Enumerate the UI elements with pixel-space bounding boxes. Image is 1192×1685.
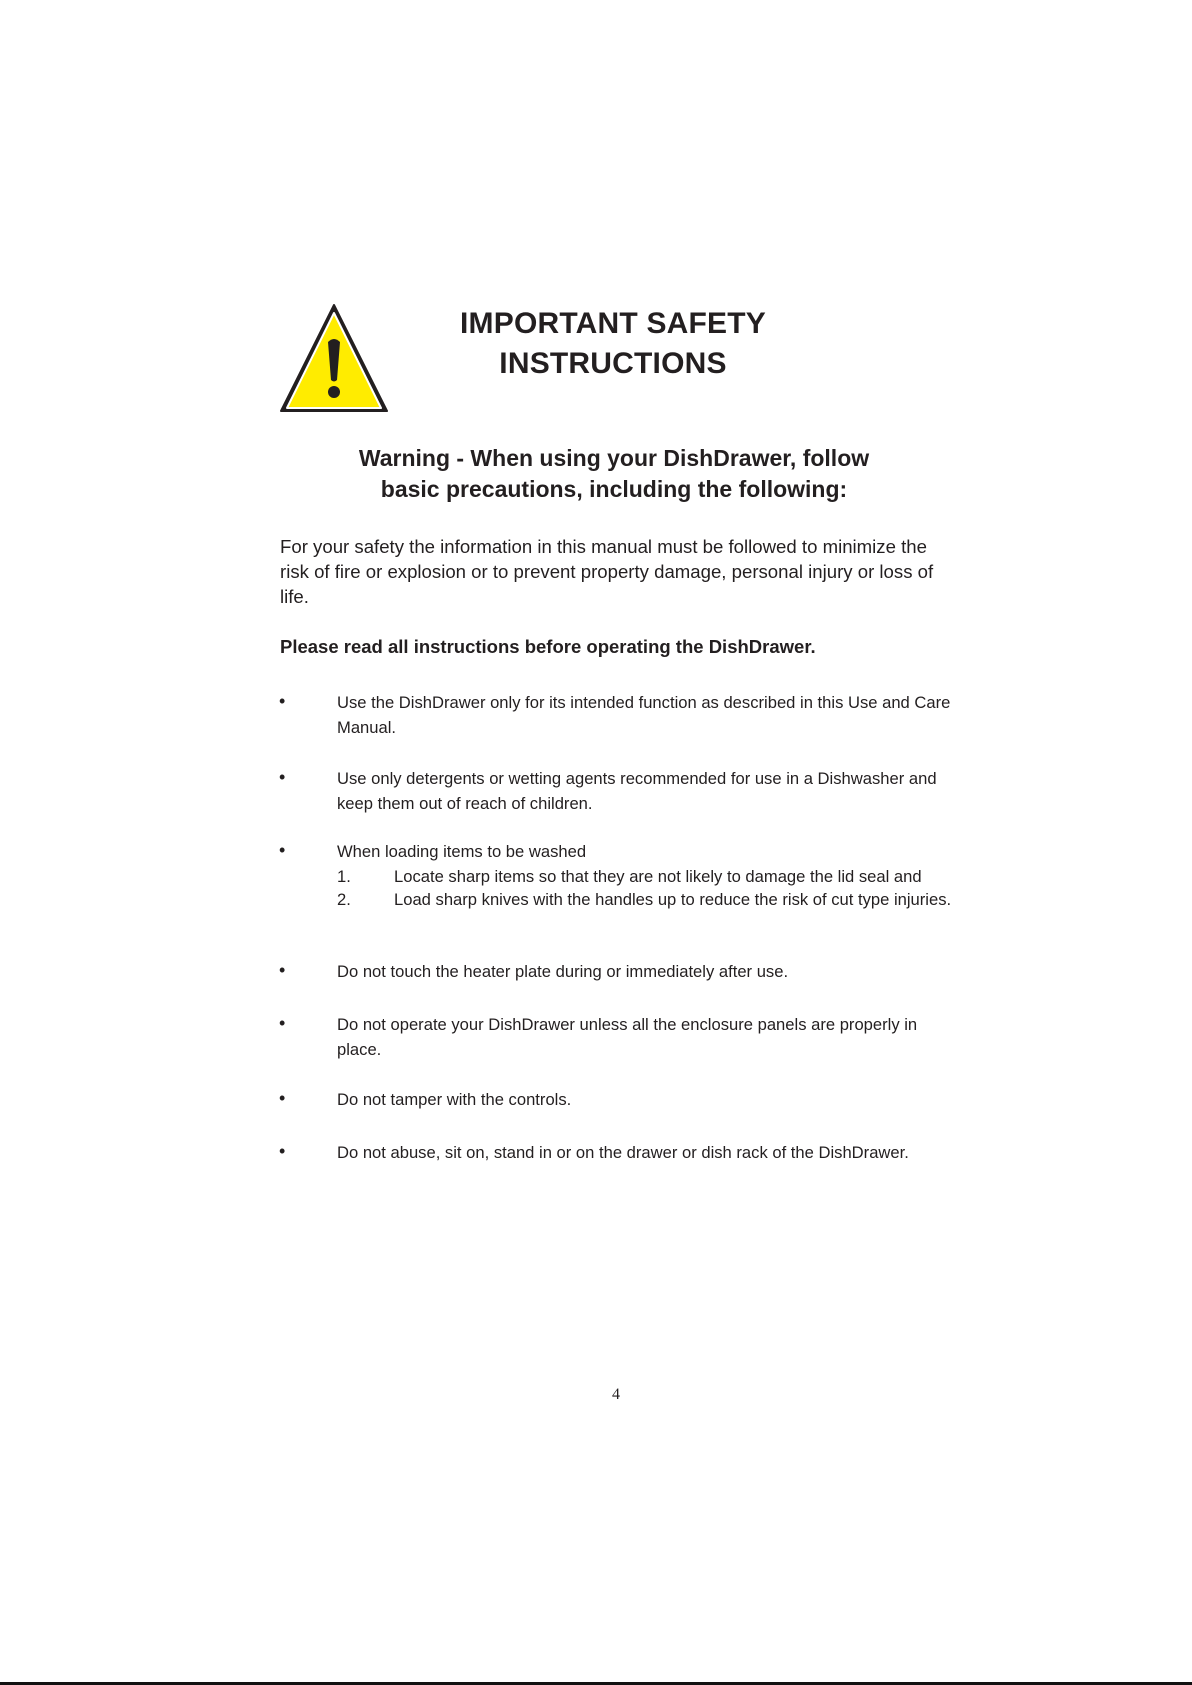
- item-text: Locate sharp items so that they are not likely to damage the lid seal and: [394, 867, 922, 886]
- item-number: 1.: [337, 867, 351, 886]
- page-title: [430, 304, 796, 384]
- warning-heading: [300, 443, 928, 505]
- bullet-dot: •: [279, 767, 286, 787]
- warning-triangle-icon: [278, 302, 390, 414]
- item-text: Load sharp knives with the handles up to reduce the risk of cut type injuries.: [394, 890, 952, 909]
- title-line-1: IMPORTANT SAFETY: [460, 307, 766, 340]
- bullet-text: When loading items to be washed: [337, 842, 587, 861]
- intro-paragraph: For your safety the information in this manual must be followed to minimize the risk of fire or explosion or to prevent property damage, personal injury or loss of life.: [280, 536, 934, 607]
- bullet-text: Do not operate your DishDrawer unless all the enclosure panels are properly in place.: [337, 1015, 918, 1059]
- bullet-text: Do not touch the heater plate during or immediately after use.: [337, 962, 789, 981]
- page-number: 4: [612, 1386, 620, 1403]
- bullet-dot: •: [279, 1088, 286, 1108]
- title-line-2: INSTRUCTIONS: [499, 347, 727, 380]
- warning-line-2: basic precautions, including the following:: [380, 476, 848, 502]
- item-number: 2.: [337, 890, 351, 909]
- exclamation-dot: [328, 386, 340, 398]
- bullet-text: Do not abuse, sit on, stand in or on the drawer or dish rack of the DishDrawer.: [337, 1143, 909, 1162]
- bullet-text: Do not tamper with the controls.: [337, 1090, 572, 1109]
- read-instructions-notice: Please read all instructions before operating the DishDrawer.: [280, 636, 816, 657]
- bullet-dot: •: [279, 691, 286, 711]
- warning-line-1: Warning - When using your DishDrawer, follow: [358, 445, 870, 471]
- bullet-dot: •: [279, 840, 286, 860]
- bullet-dot: •: [279, 960, 286, 980]
- bullet-dot: •: [279, 1141, 286, 1161]
- bullet-text: Use only detergents or wetting agents recommended for use in a Dishwasher and keep them out of reach of children.: [337, 769, 937, 813]
- bullet-text: Use the DishDrawer only for its intended function as described in this Use and Care Manual.: [337, 693, 951, 737]
- bullet-dot: •: [279, 1013, 286, 1033]
